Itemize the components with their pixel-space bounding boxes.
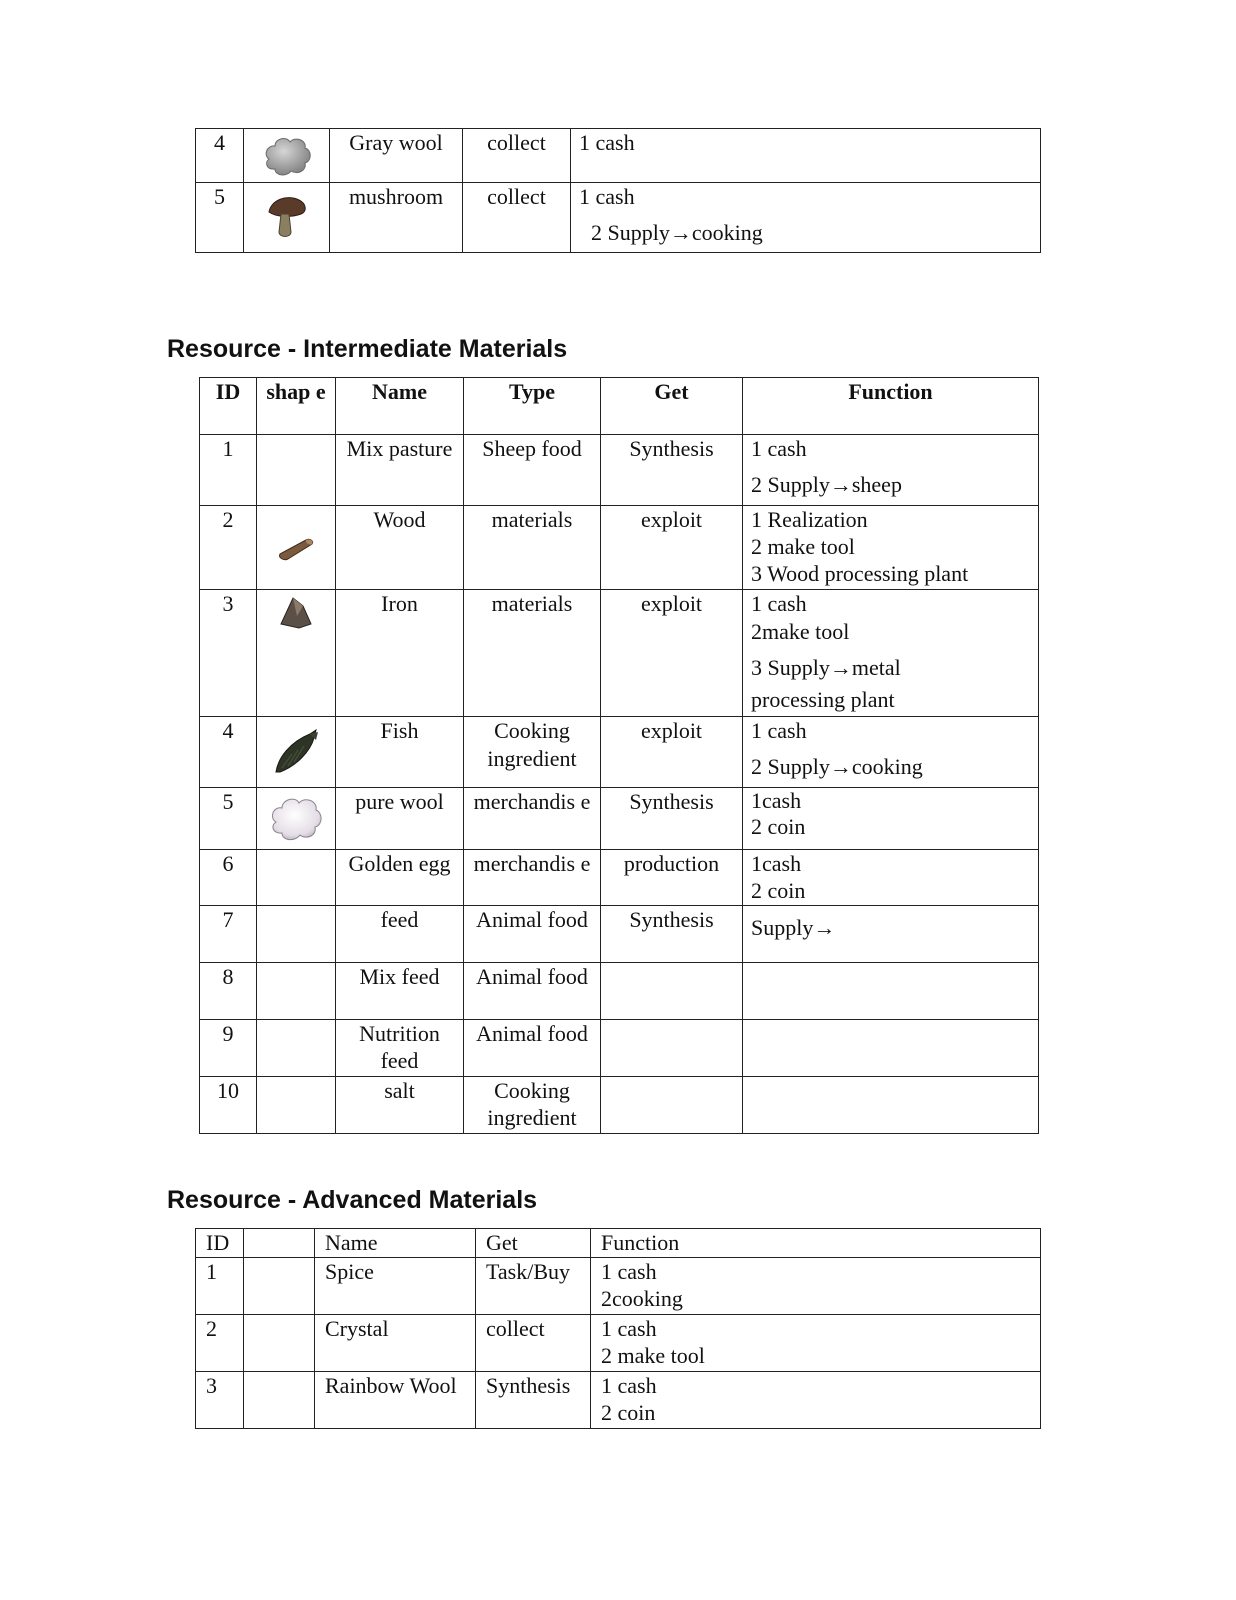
function-line: 3 Wood processing plant <box>751 561 969 586</box>
empty-shape-cell <box>257 963 336 1020</box>
item-type: Animal food <box>464 906 601 963</box>
item-get <box>601 963 743 1020</box>
table-row <box>196 1258 1041 1315</box>
table-header-row <box>196 1229 1041 1258</box>
section-heading-intermediate: Resource - Intermediate Materials <box>167 335 568 363</box>
header-get: Get <box>601 378 743 435</box>
section-heading-advanced: Resource - Advanced Materials <box>167 1186 538 1214</box>
header-function: Function <box>743 378 1039 435</box>
table-row <box>200 590 1039 717</box>
pure-wool-icon <box>257 788 336 850</box>
item-get: Synthesis <box>476 1372 591 1429</box>
item-function <box>743 850 1039 906</box>
item-name: Fish <box>336 717 464 788</box>
intermediate-materials-table <box>199 377 1039 1134</box>
function-line: 1 cash <box>601 1373 657 1398</box>
item-function <box>591 1315 1041 1372</box>
item-get: Synthesis <box>601 906 743 963</box>
table-row <box>196 1372 1041 1429</box>
function-line: 2 coin <box>601 1400 656 1425</box>
advanced-materials-table <box>195 1228 1041 1429</box>
item-get: production <box>601 850 743 906</box>
row-id: 1 <box>200 435 257 506</box>
item-function <box>591 1258 1041 1315</box>
function-line: 2make tool <box>751 619 850 644</box>
item-get: collect <box>463 183 571 253</box>
item-name: Crystal <box>315 1315 476 1372</box>
function-line: 3 Supply→metal <box>751 655 901 680</box>
item-type: Cooking ingredient <box>464 717 601 788</box>
table-header-row <box>200 378 1039 435</box>
function-line: 2 coin <box>751 878 806 903</box>
item-name: Golden egg <box>336 850 464 906</box>
table-row <box>200 506 1039 590</box>
empty-shape-cell <box>244 1258 315 1315</box>
item-name: Wood <box>336 506 464 590</box>
function-line: 2 make tool <box>601 1343 705 1368</box>
item-function <box>743 717 1039 788</box>
item-function <box>591 1372 1041 1429</box>
function-line: processing plant <box>751 687 895 712</box>
row-id: 2 <box>200 506 257 590</box>
item-type: merchandis e <box>464 788 601 850</box>
item-function <box>743 788 1039 850</box>
row-id: 7 <box>200 906 257 963</box>
item-name: Mix pasture <box>336 435 464 506</box>
item-type: merchandis e <box>464 850 601 906</box>
item-type: materials <box>464 590 601 717</box>
function-line: 1 cash <box>751 718 807 743</box>
table-row <box>196 1315 1041 1372</box>
fish-icon <box>257 717 336 788</box>
item-function <box>743 1020 1039 1077</box>
function-line: 1 cash <box>751 591 807 616</box>
function-line: 1cash <box>751 788 802 813</box>
table-row <box>200 906 1039 963</box>
gray-wool-icon <box>244 129 330 183</box>
item-function <box>743 590 1039 717</box>
row-id: 3 <box>196 1372 244 1429</box>
row-id: 4 <box>196 129 244 183</box>
row-id: 2 <box>196 1315 244 1372</box>
table-row <box>196 129 1041 183</box>
item-get: exploit <box>601 717 743 788</box>
item-get <box>601 1020 743 1077</box>
item-name: Nutrition feed <box>336 1020 464 1077</box>
header-id: ID <box>196 1229 244 1258</box>
function-line: 1 cash <box>579 130 635 155</box>
item-get: Synthesis <box>601 788 743 850</box>
function-line: 2 make tool <box>751 534 855 559</box>
item-function <box>571 183 1041 253</box>
function-line: 1 cash <box>601 1259 657 1284</box>
item-name: mushroom <box>330 183 463 253</box>
header-id: ID <box>200 378 257 435</box>
row-id: 3 <box>200 590 257 717</box>
empty-shape-cell <box>244 1372 315 1429</box>
empty-shape-cell <box>257 435 336 506</box>
item-function <box>743 906 1039 963</box>
function-line: 2 Supply→cooking <box>591 220 763 245</box>
function-line: 1 cash <box>601 1316 657 1341</box>
row-id: 5 <box>200 788 257 850</box>
item-name: salt <box>336 1077 464 1134</box>
table-row <box>200 1020 1039 1077</box>
item-function <box>743 506 1039 590</box>
empty-shape-cell <box>257 850 336 906</box>
empty-shape-cell <box>244 1315 315 1372</box>
row-id: 9 <box>200 1020 257 1077</box>
item-name: Iron <box>336 590 464 717</box>
item-function <box>743 1077 1039 1134</box>
row-id: 6 <box>200 850 257 906</box>
item-get: exploit <box>601 590 743 717</box>
item-type: Animal food <box>464 963 601 1020</box>
table-row <box>200 963 1039 1020</box>
item-type: Animal food <box>464 1020 601 1077</box>
item-get: collect <box>476 1315 591 1372</box>
row-id: 4 <box>200 717 257 788</box>
function-line: 2 Supply→cooking <box>751 754 923 779</box>
table-row <box>200 850 1039 906</box>
function-line: 2cooking <box>601 1286 683 1311</box>
item-get: collect <box>463 129 571 183</box>
item-type: materials <box>464 506 601 590</box>
item-get <box>601 1077 743 1134</box>
function-line: 2 coin <box>751 814 806 839</box>
item-get: exploit <box>601 506 743 590</box>
row-id: 8 <box>200 963 257 1020</box>
item-name: feed <box>336 906 464 963</box>
item-get: Synthesis <box>601 435 743 506</box>
header-type: Type <box>464 378 601 435</box>
empty-shape-cell <box>257 1020 336 1077</box>
function-line: Supply→ <box>751 915 836 940</box>
header-name: Name <box>315 1229 476 1258</box>
item-name: Mix feed <box>336 963 464 1020</box>
header-name: Name <box>336 378 464 435</box>
function-line: 2 Supply→sheep <box>751 472 902 497</box>
table-row <box>200 435 1039 506</box>
header-shape: shap e <box>257 378 336 435</box>
item-name: Spice <box>315 1258 476 1315</box>
function-line: 1 cash <box>751 436 807 461</box>
function-line: 1cash <box>751 851 802 876</box>
item-name: Gray wool <box>330 129 463 183</box>
header-shape <box>244 1229 315 1258</box>
table-row <box>200 717 1039 788</box>
item-function <box>743 435 1039 506</box>
row-id: 10 <box>200 1077 257 1134</box>
function-line: 1 Realization <box>751 507 868 532</box>
table-row <box>200 1077 1039 1134</box>
item-name: pure wool <box>336 788 464 850</box>
header-get: Get <box>476 1229 591 1258</box>
mushroom-icon <box>244 183 330 253</box>
basic-materials-table <box>195 128 1041 253</box>
wood-icon <box>257 506 336 590</box>
empty-shape-cell <box>257 1077 336 1134</box>
item-function <box>743 963 1039 1020</box>
item-type: Sheep food <box>464 435 601 506</box>
table-row <box>196 183 1041 253</box>
row-id: 5 <box>196 183 244 253</box>
item-type: Cooking ingredient <box>464 1077 601 1134</box>
iron-icon <box>257 590 336 717</box>
item-name: Rainbow Wool <box>315 1372 476 1429</box>
table-row <box>200 788 1039 850</box>
item-function <box>571 129 1041 183</box>
header-function: Function <box>591 1229 1041 1258</box>
empty-shape-cell <box>257 906 336 963</box>
row-id: 1 <box>196 1258 244 1315</box>
function-line: 1 cash <box>579 184 635 209</box>
item-get: Task/Buy <box>476 1258 591 1315</box>
